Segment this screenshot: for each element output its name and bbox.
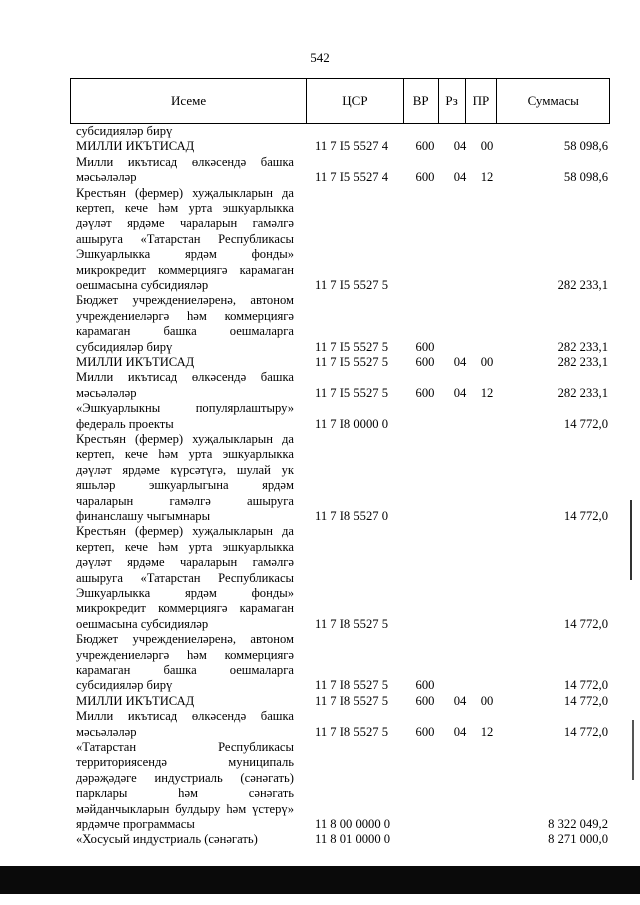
header-pr: ПР [466, 79, 498, 123]
row-sum: 14 772,0 [563, 678, 608, 693]
row-sum: 8 271 000,0 [548, 832, 608, 847]
row-csr: 11 8 01 0000 0 [315, 832, 391, 847]
table-row [0, 370, 640, 401]
row-csr: 11 7 I8 0000 0 [315, 416, 388, 431]
row-name-line: ярдәмче программасы [76, 816, 195, 831]
row-sum: 14 772,0 [563, 724, 608, 739]
table-row [0, 155, 640, 186]
row-vr: 600 [415, 385, 435, 400]
row-vr: 600 [415, 724, 435, 739]
row-vr: 600 [415, 170, 435, 185]
row-sum: 282 233,1 [557, 277, 608, 292]
row-pr: 00 [480, 354, 494, 369]
row-name-line: яшьләр эшкуарлыгына ярдәм [76, 478, 294, 493]
row-name-line: мәсьәләләр [76, 170, 137, 185]
row-name-line: финанслашу чыгымнары [76, 508, 211, 523]
row-vr: 600 [415, 339, 435, 354]
table-row [0, 740, 640, 832]
row-rz: 04 [453, 170, 467, 185]
header-name: Исеме [71, 79, 307, 123]
row-name [76, 694, 294, 709]
row-name-line: оешмасына субсидияләр [76, 278, 209, 293]
row-csr: 11 7 I5 5527 5 [315, 339, 388, 354]
table-body [0, 124, 640, 848]
row-name-line: Крестьян (фермер) хуҗалыкларын да [76, 431, 294, 446]
row-name-line: дәүләт ярдәме чараларын гамәлгә [76, 216, 294, 231]
row-name-line: субсидияләр бирү [76, 339, 173, 354]
row-csr: 11 7 I8 5527 5 [315, 724, 388, 739]
row-name [76, 139, 294, 154]
row-name-line: «Хосусый индустриаль (сәнәгать) [76, 832, 258, 847]
row-csr: 11 7 I8 5527 5 [315, 678, 388, 693]
row-name-line: субсидияләр бирү [76, 124, 173, 138]
row-rz: 04 [453, 139, 467, 154]
row-name-line: субсидияләр бирү [76, 678, 173, 693]
table-row [0, 293, 640, 355]
row-sum: 282 233,1 [557, 339, 608, 354]
table-header [70, 78, 610, 124]
row-name [76, 524, 294, 632]
row-name-line: Милли икътисад өлкәсендә башка [76, 370, 294, 385]
row-name-line: Эшкуарлыкка ярдәм фонды» [76, 585, 294, 600]
row-name-line: «Эшкуарлыкны популярлаштыру» [76, 401, 294, 416]
row-pr: 12 [480, 170, 494, 185]
header-vr: ВР [404, 79, 439, 123]
row-name-line: Бюджет учреждениеләренә, автоном [76, 632, 294, 647]
row-vr: 600 [415, 678, 435, 693]
row-sum: 282 233,1 [557, 354, 608, 369]
row-name-line: Милли икътисад өлкәсендә башка [76, 154, 294, 169]
row-name-line: Бюджет учреждениеләренә, автоном [76, 293, 294, 308]
table-row [0, 432, 640, 524]
row-csr: 11 7 I5 5527 4 [315, 139, 388, 154]
table-row [0, 139, 640, 154]
row-name-line: дәүләт ярдәме чараларын гамәлгә [76, 555, 294, 570]
row-name [76, 709, 294, 740]
row-sum: 58 098,6 [563, 139, 608, 154]
row-pr: 00 [480, 693, 494, 708]
row-name-line: Крестьян (фермер) хуҗалыкларын да [76, 524, 294, 539]
row-rz: 04 [453, 724, 467, 739]
row-name [76, 370, 294, 401]
row-csr: 11 7 I5 5527 4 [315, 170, 388, 185]
row-name-line: дәүләт ярдәме күрсәтүгә, шулай ук [76, 462, 294, 477]
row-name [76, 355, 294, 370]
table-row [0, 709, 640, 740]
table-row [0, 694, 640, 709]
row-sum: 8 322 049,2 [548, 816, 608, 831]
row-sum: 14 772,0 [563, 693, 608, 708]
row-name [76, 401, 294, 432]
row-csr: 11 7 I5 5527 5 [315, 354, 388, 369]
table-row [0, 832, 640, 847]
header-csr: ЦСР [307, 79, 404, 123]
scan-bottom-bar [0, 866, 640, 894]
row-rz: 04 [453, 354, 467, 369]
row-rz: 04 [453, 693, 467, 708]
row-name-line: микрокредит коммерциягә карамаган [76, 262, 294, 277]
row-name-line: Эшкуарлыкка ярдәм фонды» [76, 247, 294, 262]
row-pr: 12 [480, 385, 494, 400]
row-name-line: ашыруга «Татарстан Республикасы [76, 231, 294, 246]
row-name-line: ашыруга «Татарстан Республикасы [76, 570, 294, 585]
row-name-line: кертеп, кече һәм урта эшкуарлыкка [76, 539, 294, 554]
row-name-line: учреждениеләргә һәм коммерциягә [76, 308, 294, 323]
row-pr: 12 [480, 724, 494, 739]
row-name-line: Крестьян (фермер) хуҗалыкларын да [76, 185, 294, 200]
row-sum: 282 233,1 [557, 385, 608, 400]
row-name-line: МИЛЛИ ИКЪТИСАД [76, 693, 195, 708]
header-sum: Суммасы [527, 93, 579, 108]
row-name-line: микрокредит коммерциягә карамаган [76, 601, 294, 616]
table-row [0, 524, 640, 632]
row-csr: 11 7 I5 5527 5 [315, 277, 388, 292]
row-name [76, 632, 294, 694]
table-row [0, 186, 640, 294]
row-sum: 14 772,0 [563, 416, 608, 431]
row-name-line: карамаган башка оешмаларга [76, 324, 294, 339]
row-name [76, 293, 294, 355]
row-name [76, 432, 294, 524]
header-rz: Рз [439, 79, 466, 123]
row-name-line: мәйданчыкларын булдыру һәм үстерү» [76, 801, 294, 816]
row-name [76, 832, 294, 847]
row-name [76, 155, 294, 186]
row-vr: 600 [415, 693, 435, 708]
row-csr: 11 8 00 0000 0 [315, 816, 391, 831]
row-name-line: карамаган башка оешмаларга [76, 662, 294, 677]
row-vr: 600 [415, 354, 435, 369]
row-sum: 14 772,0 [563, 508, 608, 523]
scan-mark [630, 500, 632, 580]
row-vr: 600 [415, 139, 435, 154]
row-name-line: мәсьәләләр [76, 385, 137, 400]
table-row [0, 401, 640, 432]
row-name-line: территориясендә муниципаль [76, 755, 294, 770]
row-name-line: оешмасына субсидияләр [76, 616, 209, 631]
page-number: 542 [310, 50, 330, 65]
row-pr: 00 [480, 139, 494, 154]
table-row [0, 355, 640, 370]
row-name-line: кертеп, кече һәм урта эшкуарлыкка [76, 447, 294, 462]
row-name-line: МИЛЛИ ИКЪТИСАД [76, 139, 195, 154]
row-csr: 11 7 I8 5527 5 [315, 693, 388, 708]
table-row [0, 124, 640, 139]
row-name-line: мәсьәләләр [76, 724, 137, 739]
row-name [76, 186, 294, 294]
row-csr: 11 7 I8 5527 0 [315, 508, 388, 523]
row-name [76, 740, 294, 832]
row-name-line: Милли икътисад өлкәсендә башка [76, 709, 294, 724]
row-rz: 04 [453, 385, 467, 400]
row-name [76, 124, 294, 139]
row-name-line: парклары һәм сәнәгать [76, 786, 294, 801]
row-sum: 14 772,0 [563, 616, 608, 631]
table-row [0, 632, 640, 694]
row-name-line: дәрәҗәдәге индустриаль (сәнәгать) [76, 770, 294, 785]
row-name-line: чараларын гамәлгә ашыруга [76, 493, 294, 508]
row-sum: 58 098,6 [563, 170, 608, 185]
row-name-line: федераль проекты [76, 416, 174, 431]
row-name-line: МИЛЛИ ИКЪТИСАД [76, 354, 195, 369]
row-name-line: учреждениеләргә һәм коммерциягә [76, 647, 294, 662]
row-csr: 11 7 I5 5527 5 [315, 385, 388, 400]
scan-mark [632, 720, 634, 780]
row-name-line: «Татарстан Республикасы [76, 739, 294, 754]
row-csr: 11 7 I8 5527 5 [315, 616, 388, 631]
row-name-line: кертеп, кече һәм урта эшкуарлыкка [76, 200, 294, 215]
